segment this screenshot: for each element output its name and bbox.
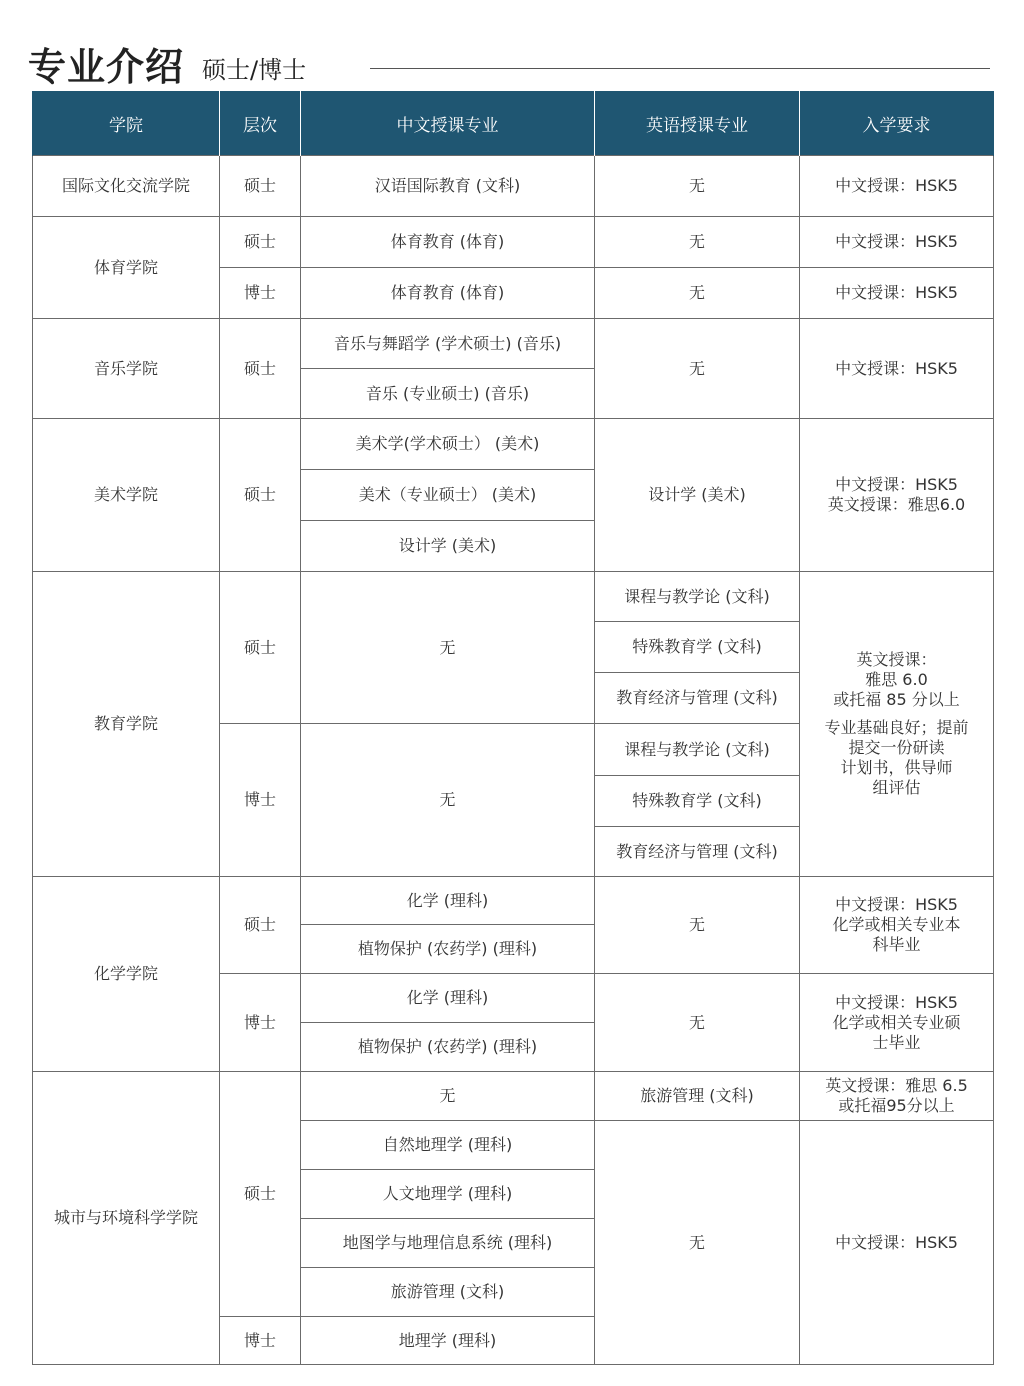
table-row: [33, 156, 994, 217]
english-program-cell: 无: [595, 877, 800, 974]
level-cell: 硕士: [220, 572, 301, 724]
requirement-line: 或托福95分以上: [838, 1096, 955, 1115]
english-program-cell: 教育经济与管理 (文科): [595, 673, 800, 724]
requirement-line: 化学或相关专业硕: [832, 1012, 961, 1032]
table-row: [33, 1072, 994, 1121]
chinese-program-cell: 植物保护 (农药学) (理科): [301, 1023, 595, 1072]
english-program-cell: 课程与教学论 (文科): [595, 724, 800, 776]
requirement-line: 英文授课：雅思 6.5: [825, 1076, 968, 1095]
table-header-row: [33, 91, 994, 156]
title-divider: [370, 68, 990, 69]
english-program-cell: 无: [595, 1121, 800, 1365]
chinese-program-cell: 自然地理学 (理科): [301, 1121, 595, 1170]
header-requirements: 入学要求: [800, 91, 994, 156]
english-program-cell: 设计学 (美术): [595, 419, 800, 572]
english-program-cell: 无: [595, 319, 800, 419]
chinese-program-cell: 植物保护 (农药学) (理科): [301, 925, 595, 974]
chinese-program-cell: 人文地理学 (理科): [301, 1170, 595, 1219]
english-program-cell: 教育经济与管理 (文科): [595, 827, 800, 877]
header-english-program: 英语授课专业: [595, 91, 800, 156]
requirement-cell: 中文授课：HSK5: [800, 217, 994, 268]
requirement-cell: [800, 1072, 994, 1121]
chinese-program-cell: 美术学(学术硕士） (美术): [301, 419, 595, 470]
chinese-program-cell: 旅游管理 (文科): [301, 1268, 595, 1317]
page-title: 专业介绍: [28, 45, 185, 89]
page-subtitle: 硕士/博士: [202, 56, 307, 84]
requirement-line: 提交一份研读: [848, 738, 945, 757]
requirement-line: 雅思 6.0: [865, 670, 928, 689]
header-chinese-program: 中文授课专业: [301, 91, 595, 156]
chinese-program-cell: 体育教育 (体育): [301, 217, 595, 268]
college-cell: 教育学院: [33, 572, 220, 877]
chinese-program-cell: 无: [301, 1072, 595, 1121]
level-cell: 硕士: [220, 156, 301, 217]
english-program-cell: 无: [595, 217, 800, 268]
english-program-cell: 特殊教育学 (文科): [595, 776, 800, 827]
requirement-cell: [800, 974, 994, 1072]
english-program-cell: 无: [595, 156, 800, 217]
chinese-program-cell: 设计学 (美术): [301, 521, 595, 572]
chinese-program-cell: 美术（专业硕士） (美术): [301, 470, 595, 521]
college-cell: 音乐学院: [33, 319, 220, 419]
level-cell: 硕士: [220, 877, 301, 974]
chinese-program-cell: 化学 (理科): [301, 974, 595, 1023]
table-row: [33, 419, 994, 470]
requirement-line: 或托福 85 分以上: [833, 690, 960, 709]
requirement-cell: [800, 419, 994, 572]
requirement-line: 化学或相关专业本: [832, 915, 961, 934]
requirement-line: 科毕业: [872, 935, 921, 954]
chinese-program-cell: 无: [301, 572, 595, 724]
chinese-program-cell: 音乐与舞蹈学 (学术硕士) (音乐): [301, 319, 595, 369]
requirement-line: 中文授课：HSK5: [835, 992, 958, 1012]
college-cell: 美术学院: [33, 419, 220, 572]
level-cell: 硕士: [220, 217, 301, 268]
level-cell: 硕士: [220, 419, 301, 572]
table-row: [33, 572, 994, 622]
college-cell: 国际文化交流学院: [33, 156, 220, 217]
chinese-program-cell: 汉语国际教育 (文科): [301, 156, 595, 217]
spacer: [804, 710, 989, 718]
english-program-cell: 旅游管理 (文科): [595, 1072, 800, 1121]
college-cell: 城市与环境科学学院: [33, 1072, 220, 1365]
table-row: [33, 319, 994, 369]
requirement-cell: [800, 572, 994, 877]
level-cell: 博士: [220, 1317, 301, 1365]
programs-table: [32, 91, 994, 1365]
english-program-cell: 课程与教学论 (文科): [595, 572, 800, 622]
level-cell: 博士: [220, 268, 301, 319]
requirement-line: 组评估: [872, 778, 921, 797]
requirement-line: 士毕业: [872, 1032, 921, 1052]
english-program-cell: 特殊教育学 (文科): [595, 622, 800, 673]
requirement-line: 英文授课：雅思6.0: [827, 495, 966, 514]
college-cell: 体育学院: [33, 217, 220, 319]
college-cell: 化学学院: [33, 877, 220, 1072]
chinese-program-cell: 音乐 (专业硕士) (音乐): [301, 369, 595, 419]
level-cell: 硕士: [220, 319, 301, 419]
requirement-line: 中文授课：HSK5: [835, 475, 958, 494]
chinese-program-cell: 无: [301, 724, 595, 877]
chinese-program-cell: 化学 (理科): [301, 877, 595, 925]
header-college: 学院: [33, 91, 220, 156]
requirement-cell: 中文授课：HSK5: [800, 156, 994, 217]
requirement-line: 计划书，供导师: [840, 758, 953, 777]
level-cell: 博士: [220, 724, 301, 877]
header-level: 层次: [220, 91, 301, 156]
requirement-line: 专业基础良好；提前: [824, 718, 969, 737]
english-program-cell: 无: [595, 974, 800, 1072]
english-program-cell: 无: [595, 268, 800, 319]
requirement-cell: 中文授课：HSK5: [800, 268, 994, 319]
chinese-program-cell: 地图学与地理信息系统 (理科): [301, 1219, 595, 1268]
chinese-program-cell: 体育教育 (体育): [301, 268, 595, 319]
requirement-line: 英文授课：: [856, 650, 937, 669]
requirement-cell: 中文授课：HSK5: [800, 319, 994, 419]
table-row: [33, 217, 994, 268]
level-cell: 博士: [220, 974, 301, 1072]
requirement-cell: [800, 877, 994, 974]
chinese-program-cell: 地理学 (理科): [301, 1317, 595, 1365]
requirement-line: 中文授课：HSK5: [835, 895, 958, 914]
table-row: [33, 877, 994, 925]
requirement-cell: 中文授课：HSK5: [800, 1121, 994, 1365]
level-cell: 硕士: [220, 1072, 301, 1317]
